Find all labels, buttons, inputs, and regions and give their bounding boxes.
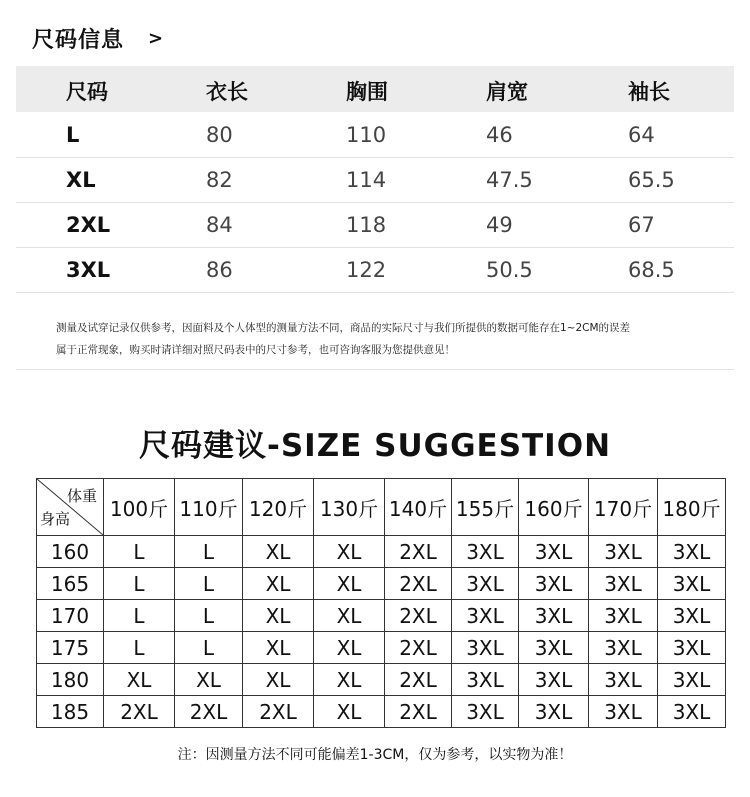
size-value-cell: 122 [346,258,387,282]
suggestion-row [37,600,726,632]
section-divider [16,369,734,370]
suggested-size-cell: XL [175,664,243,696]
suggestion-header-row [37,479,726,536]
size-table-header-cell: 衣长 [206,80,248,104]
suggested-size-cell: XL [243,632,314,664]
suggested-size-cell: 2XL [385,632,452,664]
suggestion-row [37,696,726,728]
suggested-size-cell: 3XL [452,664,519,696]
suggested-size-cell: 2XL [385,600,452,632]
suggested-size-cell: XL [314,568,385,600]
size-table-header-cell: 胸围 [346,80,388,104]
size-table-row [16,112,734,158]
suggested-size-cell: 3XL [452,600,519,632]
suggested-size-cell: 3XL [589,696,658,728]
weight-header-cell: 130斤 [314,479,385,536]
suggested-size-cell: 3XL [589,568,658,600]
size-table-header-cell: 袖长 [628,80,670,104]
suggested-size-cell: XL [243,664,314,696]
size-label-cell: 2XL [66,213,111,237]
size-label-cell: 3XL [66,258,111,282]
size-table-header-cell: 肩宽 [486,80,528,104]
suggested-size-cell: 2XL [243,696,314,728]
suggested-size-cell: 3XL [519,600,589,632]
suggested-size-cell: XL [104,664,175,696]
suggested-size-cell: 3XL [658,600,726,632]
size-label-cell: XL [66,168,96,192]
suggested-size-cell: XL [243,600,314,632]
suggested-size-cell: L [104,536,175,568]
weight-label: 体重 [66,487,97,505]
size-value-cell: 47.5 [486,168,533,192]
size-value-cell: 80 [206,123,233,147]
suggested-size-cell: 3XL [519,536,589,568]
suggested-size-cell: XL [314,536,385,568]
suggested-size-cell: 3XL [452,536,519,568]
height-cell: 185 [37,696,104,728]
weight-header-cell: 140斤 [385,479,452,536]
suggested-size-cell: 3XL [658,536,726,568]
suggested-size-cell: L [175,536,243,568]
suggested-size-cell: 3XL [519,664,589,696]
suggested-size-cell: 3XL [452,632,519,664]
suggestion-row [37,664,726,696]
suggested-size-cell: L [175,632,243,664]
height-cell: 160 [37,536,104,568]
suggested-size-cell: 3XL [658,632,726,664]
suggestion-row [37,632,726,664]
size-value-cell: 65.5 [628,168,675,192]
height-cell: 165 [37,568,104,600]
size-value-cell: 49 [486,213,513,237]
suggested-size-cell: XL [314,696,385,728]
suggested-size-cell: XL [243,536,314,568]
suggested-size-cell: 3XL [658,696,726,728]
weight-header-cell: 170斤 [589,479,658,536]
corner-cell [37,479,104,536]
size-value-cell: 67 [628,213,655,237]
size-value-cell: 46 [486,123,513,147]
suggested-size-cell: 3XL [589,600,658,632]
size-value-cell: 114 [346,168,387,192]
suggested-size-cell: 2XL [385,664,452,696]
size-table-header-cell: 尺码 [66,80,108,104]
suggested-size-cell: 3XL [658,568,726,600]
suggested-size-cell: 3XL [452,696,519,728]
size-value-cell: 68.5 [628,258,675,282]
height-label: 身高 [40,510,71,528]
suggested-size-cell: L [104,632,175,664]
note-line-2: 属于正常现象，购买时请详细对照尺码表中的尺寸参考，也可咨询客服为您提供意见！ [56,344,455,356]
note-line-1: 测量及试穿记录仅供参考，因面料及个人体型的测量方法不同，商品的实际尺寸与我们所提供的数据可能存在1~2CM的误差 [56,322,631,334]
suggested-size-cell: 3XL [519,632,589,664]
size-value-cell: 110 [346,123,387,147]
size-table-header-row [16,66,734,112]
suggested-size-cell: 3XL [589,664,658,696]
size-table-row [16,247,734,293]
suggested-size-cell: 3XL [658,664,726,696]
size-info-table [16,66,734,292]
weight-header-cell: 155斤 [452,479,519,536]
suggested-size-cell: 3XL [589,536,658,568]
size-value-cell: 118 [346,213,387,237]
suggested-size-cell: 2XL [385,568,452,600]
suggested-size-cell: XL [243,568,314,600]
weight-header-cell: 110斤 [175,479,243,536]
chevron-right-icon[interactable]: > [148,27,164,49]
size-value-cell: 64 [628,123,655,147]
suggested-size-cell: 3XL [519,568,589,600]
suggested-size-cell: L [104,568,175,600]
height-cell: 170 [37,600,104,632]
suggested-size-cell: XL [314,664,385,696]
size-value-cell: 84 [206,213,233,237]
height-cell: 180 [37,664,104,696]
suggested-size-cell: XL [314,600,385,632]
suggested-size-cell: 2XL [175,696,243,728]
size-suggestion-table [36,478,726,728]
suggested-size-cell: 3XL [519,696,589,728]
size-value-cell: 86 [206,258,233,282]
suggested-size-cell: L [175,600,243,632]
suggestion-row [37,536,726,568]
suggestion-row [37,568,726,600]
size-value-cell: 82 [206,168,233,192]
size-info-header [32,20,163,56]
weight-header-cell: 180斤 [658,479,726,536]
height-cell: 175 [37,632,104,664]
suggested-size-cell: 3XL [452,568,519,600]
size-table-row [16,202,734,248]
weight-header-cell: 160斤 [519,479,589,536]
footnote: 注：因测量方法不同可能偏差1-3CM，仅为参考，以实物为准！ [177,747,573,763]
weight-header-cell: 100斤 [104,479,175,536]
size-suggestion-title: 尺码建议-SIZE SUGGESTION [138,428,612,464]
suggested-size-cell: 3XL [589,632,658,664]
size-table-row [16,157,734,203]
suggested-size-cell: XL [314,632,385,664]
suggested-size-cell: 2XL [385,696,452,728]
weight-header-cell: 120斤 [243,479,314,536]
suggested-size-cell: L [104,600,175,632]
size-info-title: 尺码信息 [32,27,125,53]
suggested-size-cell: 2XL [385,536,452,568]
size-label-cell: L [66,123,80,147]
suggested-size-cell: L [175,568,243,600]
suggested-size-cell: 2XL [104,696,175,728]
size-value-cell: 50.5 [486,258,533,282]
